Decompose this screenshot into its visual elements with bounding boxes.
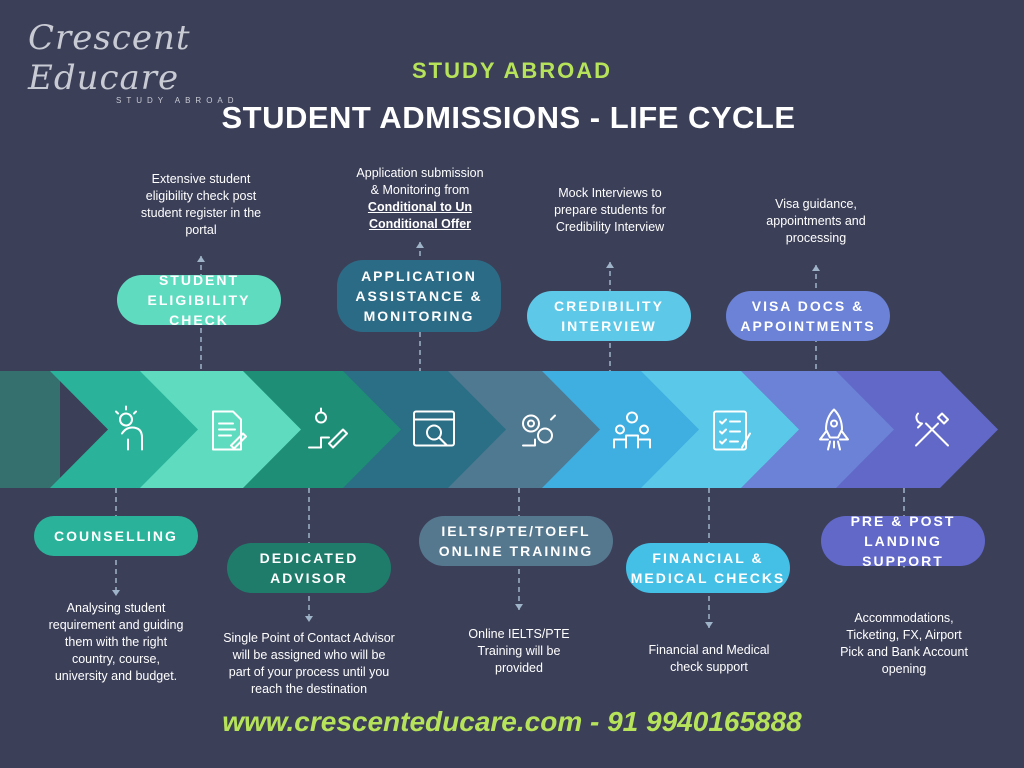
- desc-link[interactable]: Conditional to Un: [367, 200, 473, 214]
- desc-line: Accommodations,: [854, 611, 954, 625]
- pill-label-line: ONLINE TRAINING: [438, 543, 594, 559]
- step-desc-top: [520, 185, 700, 236]
- desc-line: Pick and Bank Account: [840, 645, 968, 659]
- desc-line: appointments and: [766, 214, 866, 228]
- pill-label-line: CREDIBILITY: [554, 298, 664, 314]
- pill-label-line: IELTS/PTE/TOEFL: [441, 523, 591, 539]
- step-desc-bottom: [619, 642, 799, 676]
- pill-label-line: STUDENT: [158, 272, 240, 288]
- desc-line: Analysing student: [66, 601, 166, 615]
- desc-line: eligibility check post: [145, 189, 257, 203]
- step-pill-bottom: [821, 513, 985, 569]
- step-pill-top: [726, 291, 890, 341]
- step-desc-top: [330, 165, 510, 233]
- desc-line: Extensive student: [151, 172, 251, 186]
- pill-label-line: COUNSELLING: [54, 528, 178, 544]
- pill-label-line: INTERVIEW: [561, 318, 657, 334]
- arrow-tail: [0, 371, 60, 488]
- desc-line: portal: [185, 223, 217, 237]
- pill-label-line: APPLICATION: [361, 268, 477, 284]
- desc-line: student register in the: [140, 206, 262, 220]
- pill-label-line: FINANCIAL &: [652, 550, 764, 566]
- step-desc-bottom: [209, 630, 409, 698]
- desc-line: Ticketing, FX, Airport: [846, 628, 962, 642]
- footer-contact[interactable]: www.crescenteducare.com - 91 9940165888: [222, 706, 802, 737]
- step-desc-bottom: [809, 610, 999, 678]
- desc-line: & Monitoring from: [370, 183, 470, 197]
- pill-label-line: PRE & POST: [850, 513, 956, 529]
- desc-line: requirement and guiding: [48, 618, 184, 632]
- desc-line: check support: [670, 660, 748, 674]
- step-pill-top: [337, 260, 501, 332]
- desc-line: Application submission: [356, 166, 484, 180]
- pill-label-line: ASSISTANCE &: [355, 288, 483, 304]
- desc-line: country, course,: [71, 652, 160, 666]
- step-pill-top: [527, 291, 691, 341]
- desc-line: will be assigned who will be: [232, 648, 386, 662]
- desc-line: opening: [881, 662, 927, 676]
- pill-label-line: DEDICATED: [259, 550, 359, 566]
- eyebrow-heading: STUDY ABROAD: [411, 58, 612, 83]
- pill-label-line: ELIGIBILITY CHECK: [147, 292, 251, 328]
- step-desc-top: [726, 196, 906, 247]
- page-title: STUDENT ADMISSIONS - LIFE CYCLE: [221, 100, 796, 135]
- desc-line: processing: [785, 231, 847, 245]
- desc-link[interactable]: Conditional Offer: [368, 217, 472, 231]
- desc-line: Credibility Interview: [555, 220, 665, 234]
- pill-label-line: VISA DOCS &: [751, 298, 865, 314]
- step-pill-top: [117, 272, 281, 328]
- step-desc-top: [111, 171, 291, 239]
- step-pill-bottom: [626, 543, 790, 593]
- step-desc-bottom: [429, 626, 609, 677]
- step-pill-bottom: [419, 516, 613, 566]
- desc-line: Financial and Medical: [648, 643, 770, 657]
- brand-name: Crescent Educare: [28, 18, 191, 98]
- step-pill-bottom: [227, 543, 391, 593]
- desc-line: part of your process until you: [228, 665, 390, 679]
- desc-line: reach the destination: [250, 682, 368, 696]
- desc-line: Mock Interviews to: [558, 186, 662, 200]
- desc-line: them with the right: [64, 635, 168, 649]
- desc-line: university and budget.: [54, 669, 178, 683]
- step-desc-bottom: [21, 600, 211, 685]
- pill-label-line: ADVISOR: [270, 570, 348, 586]
- desc-line: provided: [495, 661, 543, 675]
- desc-line: Online IELTS/PTE: [468, 627, 570, 641]
- desc-line: Visa guidance,: [775, 197, 857, 211]
- pill-label-line: MEDICAL CHECKS: [630, 570, 786, 586]
- pill-label-line: APPOINTMENTS: [740, 318, 876, 334]
- brand-tagline: STUDY ABROAD: [116, 96, 239, 105]
- desc-line: prepare students for: [554, 203, 666, 217]
- step-pill-bottom: [34, 516, 198, 556]
- pill-label-line: MONITORING: [363, 308, 475, 324]
- desc-line: Training will be: [477, 644, 561, 658]
- pill-label-line: LANDING SUPPORT: [862, 533, 944, 569]
- desc-line: Single Point of Contact Advisor: [223, 631, 395, 645]
